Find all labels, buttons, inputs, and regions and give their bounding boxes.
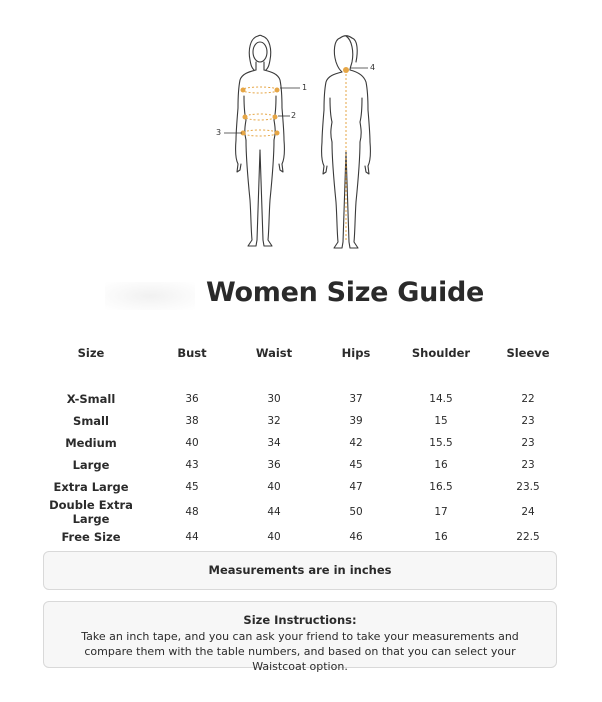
bust-cell: 48 (185, 506, 199, 518)
hips-cell: 45 (349, 459, 363, 471)
header-waist: Waist (255, 346, 293, 360)
bust-cell: 45 (185, 481, 199, 493)
sleeve-cell: 23.5 (516, 481, 540, 493)
hips-cell: 37 (349, 393, 363, 405)
sleeve-cell: 23 (521, 415, 535, 427)
hips-cell: 46 (349, 531, 363, 543)
units-note: Measurements are in inches (208, 563, 392, 577)
table-row (30, 410, 570, 432)
shoulder-cell: 16.5 (429, 481, 453, 493)
page-title: Women Size Guide (205, 277, 485, 308)
instructions-body: Take an inch tape, and you can ask your friend to take your measurements and compare them with the table numbers, and based on that you can select your Waistcoat option. (81, 630, 519, 673)
hips-cell: 42 (349, 437, 363, 449)
shoulder-cell: 17 (434, 506, 448, 518)
shoulder-cell: 16 (434, 459, 448, 471)
sleeve-cell: 23 (521, 437, 535, 449)
waist-cell: 44 (267, 506, 281, 518)
hips-measure-line (243, 130, 277, 136)
table-row (30, 388, 570, 410)
size-cell: Extra Large (53, 480, 129, 494)
size-cell: Medium (65, 436, 117, 450)
waist-cell: 40 (267, 481, 281, 493)
shoulder-cell: 16 (434, 531, 448, 543)
header-bust: Bust (177, 346, 207, 360)
waist-cell: 36 (267, 459, 281, 471)
waist-cell: 34 (267, 437, 281, 449)
size-cell: X-Small (66, 392, 116, 406)
bust-cell: 44 (185, 531, 199, 543)
size-cell: Large (72, 458, 110, 472)
size-cell: Small (73, 414, 109, 428)
bust-cell: 40 (185, 437, 199, 449)
size-instructions-box (43, 601, 557, 673)
bust-cell: 43 (185, 459, 199, 471)
waist-cell: 30 (267, 393, 281, 405)
table-row (30, 432, 570, 454)
bust-measure-line (242, 87, 278, 93)
body-measurement-figure (0, 0, 602, 260)
sleeve-cell: 22 (521, 393, 535, 405)
sleeve-cell: 22.5 (516, 531, 540, 543)
instructions-title: Size Instructions: (243, 613, 357, 627)
table-row (30, 526, 570, 548)
body-diagram (0, 0, 602, 260)
sleeve-cell: 23 (521, 459, 535, 471)
header-sleeve: Sleeve (506, 346, 550, 360)
callout-1: 1 (302, 83, 308, 92)
shoulder-cell: 15 (434, 415, 448, 427)
header-size: Size (77, 346, 105, 360)
waist-cell: 40 (267, 531, 281, 543)
waist-measure-line (245, 114, 275, 120)
table-header-row (30, 340, 570, 366)
shoulder-cell: 15.5 (429, 437, 453, 449)
header-hips: Hips (341, 346, 371, 360)
front-figure-outline (236, 35, 285, 246)
bust-cell: 38 (185, 415, 199, 427)
size-cell: Double Extra Large (49, 498, 133, 526)
bust-cell: 36 (185, 393, 199, 405)
table-row (30, 498, 570, 526)
callout-4: 4 (370, 63, 376, 72)
size-cell: Free Size (61, 530, 121, 544)
hips-cell: 50 (349, 506, 363, 518)
sleeve-cell: 24 (521, 506, 535, 518)
waist-cell: 32 (267, 415, 281, 427)
table-row (30, 454, 570, 476)
callout-3: 3 (216, 128, 222, 137)
units-note-box (43, 551, 557, 590)
callout-2: 2 (291, 111, 297, 120)
header-shoulder: Shoulder (411, 346, 471, 360)
hips-cell: 39 (349, 415, 363, 427)
hips-cell: 47 (349, 481, 363, 493)
size-table (30, 340, 570, 548)
table-row (30, 476, 570, 498)
shoulder-cell: 14.5 (429, 393, 453, 405)
